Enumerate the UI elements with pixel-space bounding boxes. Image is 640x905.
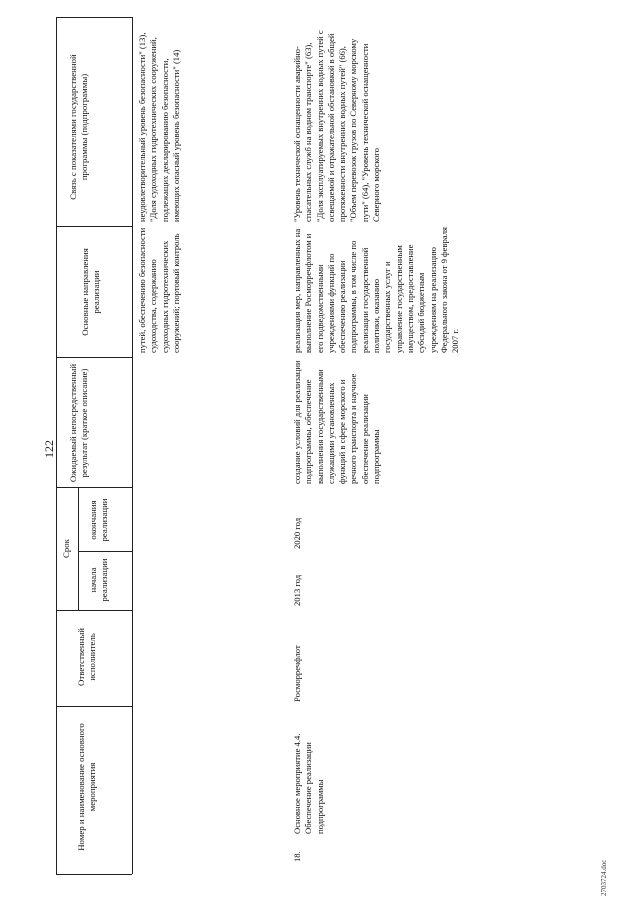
header-number-name: Номер и наименование основного мероприятия [76, 723, 97, 851]
document-code: 2703724.doc [600, 859, 608, 896]
row-number: 18. [292, 851, 302, 862]
col-divider-4 [56, 487, 132, 488]
row-executor: Росморречфлот [292, 645, 302, 702]
header-executor: Ответственный исполнитель [76, 628, 97, 686]
col-divider-1 [56, 706, 132, 707]
col-divider-3 [78, 551, 132, 552]
row-expected-result: создание условий для реализации подпрограммы, обеспечение выполнения государственными служащими установленных функций в сфере морского и речного транспорта и научное обеспечение реализации подпрограммы [292, 360, 382, 484]
header-link: Связь с показателями государственной программы (подпрограммы) [68, 54, 89, 200]
continuation-directions: путей, обеспечению безопасности судоходства, содержанию судоходных гидротехнических сооружений; портовый контроль [137, 227, 181, 353]
header-term-start: начала реализации [88, 558, 109, 602]
row-directions: реализация мер, направленных на выполнение Росморречфлотом и его подведомственными учреждениями функций по обеспечению реализации подпрограммы, в том числе по реализации государственной политики, оказанию государственных услуг и управление государственным имуществом, предоставление субсидий бюджетным учреждениям на реализацию Федерального закона от 9 февраля 2007 г. [292, 227, 461, 353]
header-term-end: окончания реализации [88, 498, 109, 542]
header-term: Срок [61, 539, 71, 558]
table-border-left [56, 17, 57, 874]
header-directions: Основные направления реализации [80, 248, 101, 336]
header-divider [132, 17, 133, 874]
table-border-bottom [56, 874, 132, 875]
header-result: Ожидаемый непосредственный результат (краткое описание) [68, 363, 89, 483]
page-number: 122 [42, 440, 56, 458]
row-activity-name: Основное мероприятие 4.4. Обеспечение реализации подпрограммы [292, 733, 325, 834]
col-divider-2 [56, 610, 132, 611]
term-subdivider [78, 487, 79, 610]
continuation-link: неудовлетворительный уровень безопасности" (13), "Доля судоходных гидротехнических сооружений, подлежащих декларированию безопасности, имеющих опасный уровень безопасности" (14) [137, 32, 181, 222]
row-start-year: 2013 год [292, 574, 302, 606]
table-border-top [56, 17, 132, 18]
row-end-year: 2020 год [292, 517, 302, 549]
col-divider-6 [56, 226, 132, 227]
col-divider-5 [56, 357, 132, 358]
row-indicator-link: "Уровень технической оснащенности аварийно-спасательных служб на водном транспорте" (63), "Доля эксплуатируемых внутренних водных путей с освещаемой и отражательной обстановкой в общей протяженности внутренних водных путей" (66), "Объем перевозок грузов по Северному морскому пути" (64), "Уровень технической оснащенности Северного морского [292, 30, 382, 222]
